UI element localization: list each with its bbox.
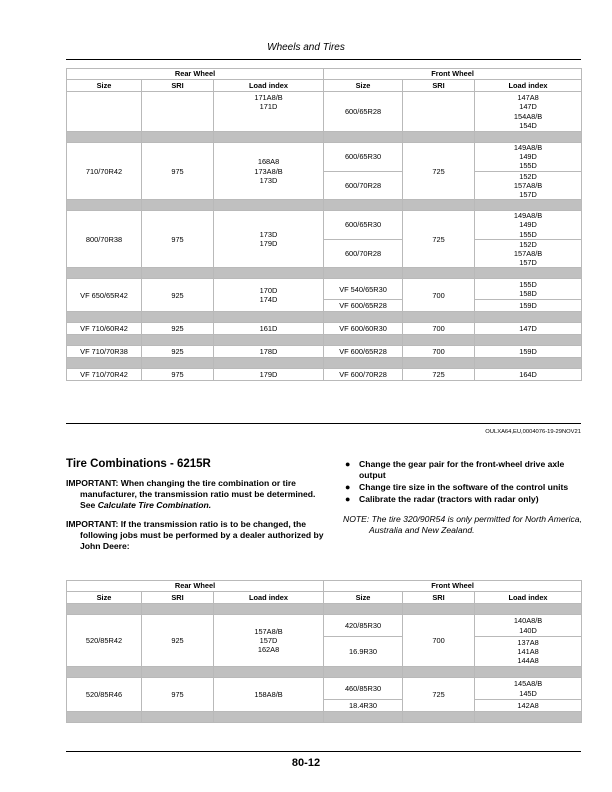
- front-size-cell: 600/65R30: [324, 211, 403, 240]
- front-size-cell: VF 600/70R28: [324, 369, 403, 381]
- table-row: [67, 279, 582, 300]
- front-load-cell: 147A8 147D 154A8/B 154D: [475, 92, 582, 132]
- front-size-cell: 600/70R28: [324, 239, 403, 268]
- rear-load-cell: 178D: [214, 346, 324, 358]
- front-sri-cell: 700: [403, 323, 475, 335]
- rear-size-cell: 520/85R46: [67, 678, 142, 712]
- separator-row: [67, 358, 582, 369]
- col-size: Size: [67, 592, 142, 604]
- front-load-cell: 149A8/B 149D 155D: [475, 211, 582, 240]
- front-sri-cell: 725: [403, 143, 475, 200]
- rear-size-cell: 800/70R38: [67, 211, 142, 268]
- note-text: NOTE: The tire 320/90R54 is only permitted for North America, Australia and New Zealand.: [343, 514, 582, 535]
- list-item: ● Change the gear pair for the front-wheel drive axle output: [345, 459, 565, 480]
- table-row: [67, 143, 582, 172]
- separator-row: [67, 335, 582, 346]
- rear-sri-cell: 925: [142, 323, 214, 335]
- front-size-cell: 460/85R30: [324, 678, 403, 700]
- header-rule: [66, 59, 581, 60]
- front-load-cell: 159D: [475, 346, 582, 358]
- rear-size-cell: VF 650/65R42: [67, 279, 142, 312]
- running-header: Wheels and Tires: [267, 42, 345, 53]
- front-load-cell: 145A8/B 145D: [475, 678, 582, 700]
- separator-row: [67, 132, 582, 143]
- rear-load-cell: 161D: [214, 323, 324, 335]
- front-load-cell: 152D 157A8/B 157D: [475, 171, 582, 200]
- table-row: [67, 211, 582, 240]
- tire-table-2: [66, 580, 582, 723]
- footer-rule: [66, 751, 581, 752]
- separator-row: [67, 712, 582, 723]
- front-size-cell: 18.4R30: [324, 700, 403, 712]
- front-size-cell: 420/85R30: [324, 615, 403, 637]
- front-load-cell: 140A8/B 140D: [475, 615, 582, 637]
- front-load-cell: 152D 157A8/B 157D: [475, 239, 582, 268]
- front-sri-cell: 700: [403, 279, 475, 312]
- section-rule: [66, 423, 581, 424]
- col-front-sri: SRI: [403, 80, 475, 92]
- front-load-cell: 147D: [475, 323, 582, 335]
- rear-wheel-heading: Rear Wheel: [67, 69, 324, 80]
- table-row: [67, 369, 582, 381]
- table-row: [67, 323, 582, 335]
- rear-load-cell: 173D 179D: [214, 211, 324, 268]
- col-front-load-index: Load index: [475, 80, 582, 92]
- front-wheel-heading: Front Wheel: [324, 581, 582, 592]
- front-size-cell: VF 600/65R28: [324, 346, 403, 358]
- front-load-cell: 164D: [475, 369, 582, 381]
- rear-load-cell: 171A8/B 171D: [214, 92, 324, 132]
- col-front-sri: SRI: [403, 592, 475, 604]
- list-item: ● Calibrate the radar (tractors with radar only): [345, 494, 539, 504]
- front-size-cell: 600/70R28: [324, 171, 403, 200]
- rear-size-cell: VF 710/70R42: [67, 369, 142, 381]
- rear-sri-cell: 975: [142, 678, 214, 712]
- front-load-cell: 149A8/B 149D 155D: [475, 143, 582, 172]
- table-row: [67, 615, 582, 637]
- rear-load-cell: 158A8/B: [214, 678, 324, 712]
- document-reference: OULXA64,EU,0004076-19-29NOV21: [485, 429, 581, 435]
- col-sri: SRI: [142, 592, 214, 604]
- table-row: [67, 92, 582, 132]
- separator-row: [67, 312, 582, 323]
- col-sri: SRI: [142, 80, 214, 92]
- front-sri-cell: 725: [403, 369, 475, 381]
- front-size-cell: 600/65R28: [324, 92, 403, 132]
- front-sri-cell: 700: [403, 615, 475, 667]
- rear-sri-cell: 925: [142, 346, 214, 358]
- page-number: 80-12: [291, 757, 321, 769]
- bullet-icon: ●: [345, 482, 351, 492]
- col-front-size: Size: [324, 80, 403, 92]
- rear-load-cell: 157A8/B 157D 162A8: [214, 615, 324, 667]
- rear-sri-cell: 975: [142, 211, 214, 268]
- col-load-index: Load index: [214, 80, 324, 92]
- rear-size-cell: VF 710/60R42: [67, 323, 142, 335]
- separator-row: [67, 667, 582, 678]
- rear-size-cell: VF 710/70R38: [67, 346, 142, 358]
- rear-size-cell: 710/70R42: [67, 143, 142, 200]
- col-size: Size: [67, 80, 142, 92]
- col-load-index: Load index: [214, 592, 324, 604]
- tire-table-1: [66, 68, 582, 381]
- right-column: [343, 459, 588, 536]
- col-front-size: Size: [324, 592, 403, 604]
- rear-sri-cell: 975: [142, 369, 214, 381]
- front-size-cell: 16.9R30: [324, 637, 403, 667]
- rear-load-cell: 179D: [214, 369, 324, 381]
- bullet-icon: ●: [345, 459, 351, 469]
- separator-row: [67, 268, 582, 279]
- front-load-cell: 155D 158D: [475, 279, 582, 300]
- front-sri-cell: 725: [403, 678, 475, 712]
- table-row: [67, 346, 582, 358]
- front-load-cell: 159D: [475, 300, 582, 312]
- left-column: [66, 458, 326, 560]
- bullet-icon: ●: [345, 494, 351, 504]
- front-size-cell: VF 600/60R30: [324, 323, 403, 335]
- front-size-cell: 600/65R30: [324, 143, 403, 172]
- important-note-2: IMPORTANT: If the transmission ratio is to be changed, the following jobs must be performed by a dealer authorized by John Deere:: [66, 519, 324, 551]
- rear-sri-cell: 925: [142, 279, 214, 312]
- important-note-1: IMPORTANT: When changing the tire combination or tire manufacturer, the transmission ratio must be determined. See Calculate Tire Combination.: [66, 478, 316, 510]
- front-sri-cell: 725: [403, 211, 475, 268]
- table-row: [67, 678, 582, 700]
- rear-sri-cell: 925: [142, 615, 214, 667]
- rear-size-cell: 520/85R42: [67, 615, 142, 667]
- rear-load-cell: 170D 174D: [214, 279, 324, 312]
- separator-row: [67, 604, 582, 615]
- rear-wheel-heading: Rear Wheel: [67, 581, 324, 592]
- col-front-load-index: Load index: [475, 592, 582, 604]
- front-size-cell: VF 600/65R28: [324, 300, 403, 312]
- calculate-tire-combination-link[interactable]: Calculate Tire Combination.: [97, 500, 212, 510]
- list-item: ● Change tire size in the software of the control units: [345, 482, 569, 492]
- front-load-cell: 137A8 141A8 144A8: [475, 637, 582, 667]
- rear-load-cell: 168A8 173A8/B 173D: [214, 143, 324, 200]
- front-load-cell: 142A8: [475, 700, 582, 712]
- front-wheel-heading: Front Wheel: [324, 69, 582, 80]
- front-size-cell: VF 540/65R30: [324, 279, 403, 300]
- section-title: Tire Combinations - 6215R: [66, 458, 211, 470]
- rear-sri-cell: 975: [142, 143, 214, 200]
- separator-row: [67, 200, 582, 211]
- front-sri-cell: 700: [403, 346, 475, 358]
